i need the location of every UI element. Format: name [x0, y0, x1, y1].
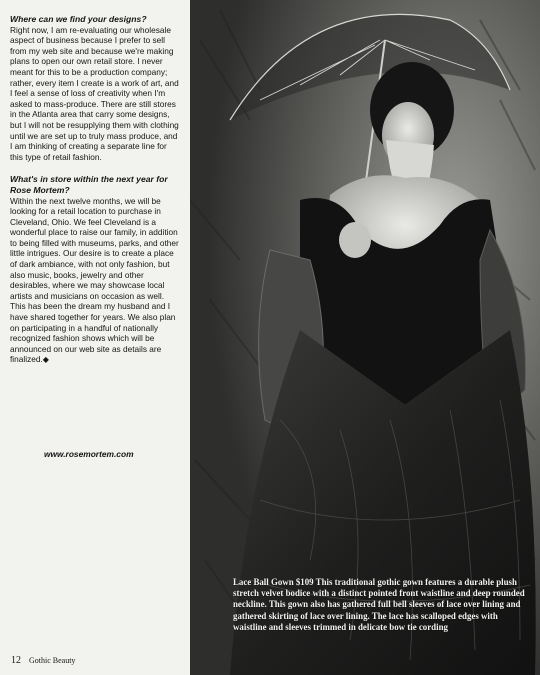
page-footer: [11, 655, 75, 666]
photo-illustration: [190, 0, 540, 675]
end-mark-icon: ◆: [42, 355, 49, 365]
question-next-year: What's in store within the next year for Rose Mortem?: [10, 174, 168, 195]
answer-next-year-text: Within the next twelve months, we will be looking for a retail location to purchase in Cleveland, Ohio. We feel Cleveland is a wonderful place to raise our family, in addition to being filled with museums, parks, and other little intrigues. Our desire is to create a place of dark ambiance, with not only fashion, but also music, books, jewelry and other desirables, where we may showcase local artists and musicians on occasion as well. This has been the dream my husband and I have shared together for years. We also plan on participating in a handful of nationally recognized fashion shows which will be announced on our web site as details are finalized.: [10, 195, 179, 365]
gown-photo: [190, 0, 540, 675]
answer-designs: Right now, I am re-evaluating our wholesale aspect of business because I prefer to sell from my web site and because we're making plans to open our own retail store. I never meant for this to be a production company; rather, every item I create is a work of art, and I feel a sense of loss of creativity when I'm asked to mass-produce. There are still stores in the Atlanta area that carry some designs, but I will not be resupplying them with clothing until we are set up to truly mass produce, and I am thinking of creating a separate line for this type of retail fashion.: [10, 24, 179, 162]
magazine-name: Gothic Beauty: [29, 656, 76, 665]
photo-caption: Lace Ball Gown $109 This traditional gothic gown features a durable plush stretch velvet bodice with a distinct pointed front waistline and deep rounded neckline. This gown also has gathered full bell sleeves of lace over lining and gathered skirting of lace over lining. The lace has scalloped edges with waistline and sleeves trimmed in delicate bow tie cording: [233, 577, 525, 632]
page-number: 12: [11, 655, 21, 666]
answer-next-year: [10, 196, 180, 367]
website-link[interactable]: www.rosemortem.com: [44, 449, 134, 459]
question-designs: Where can we find your designs?: [10, 14, 147, 24]
interview-column: [10, 14, 180, 378]
